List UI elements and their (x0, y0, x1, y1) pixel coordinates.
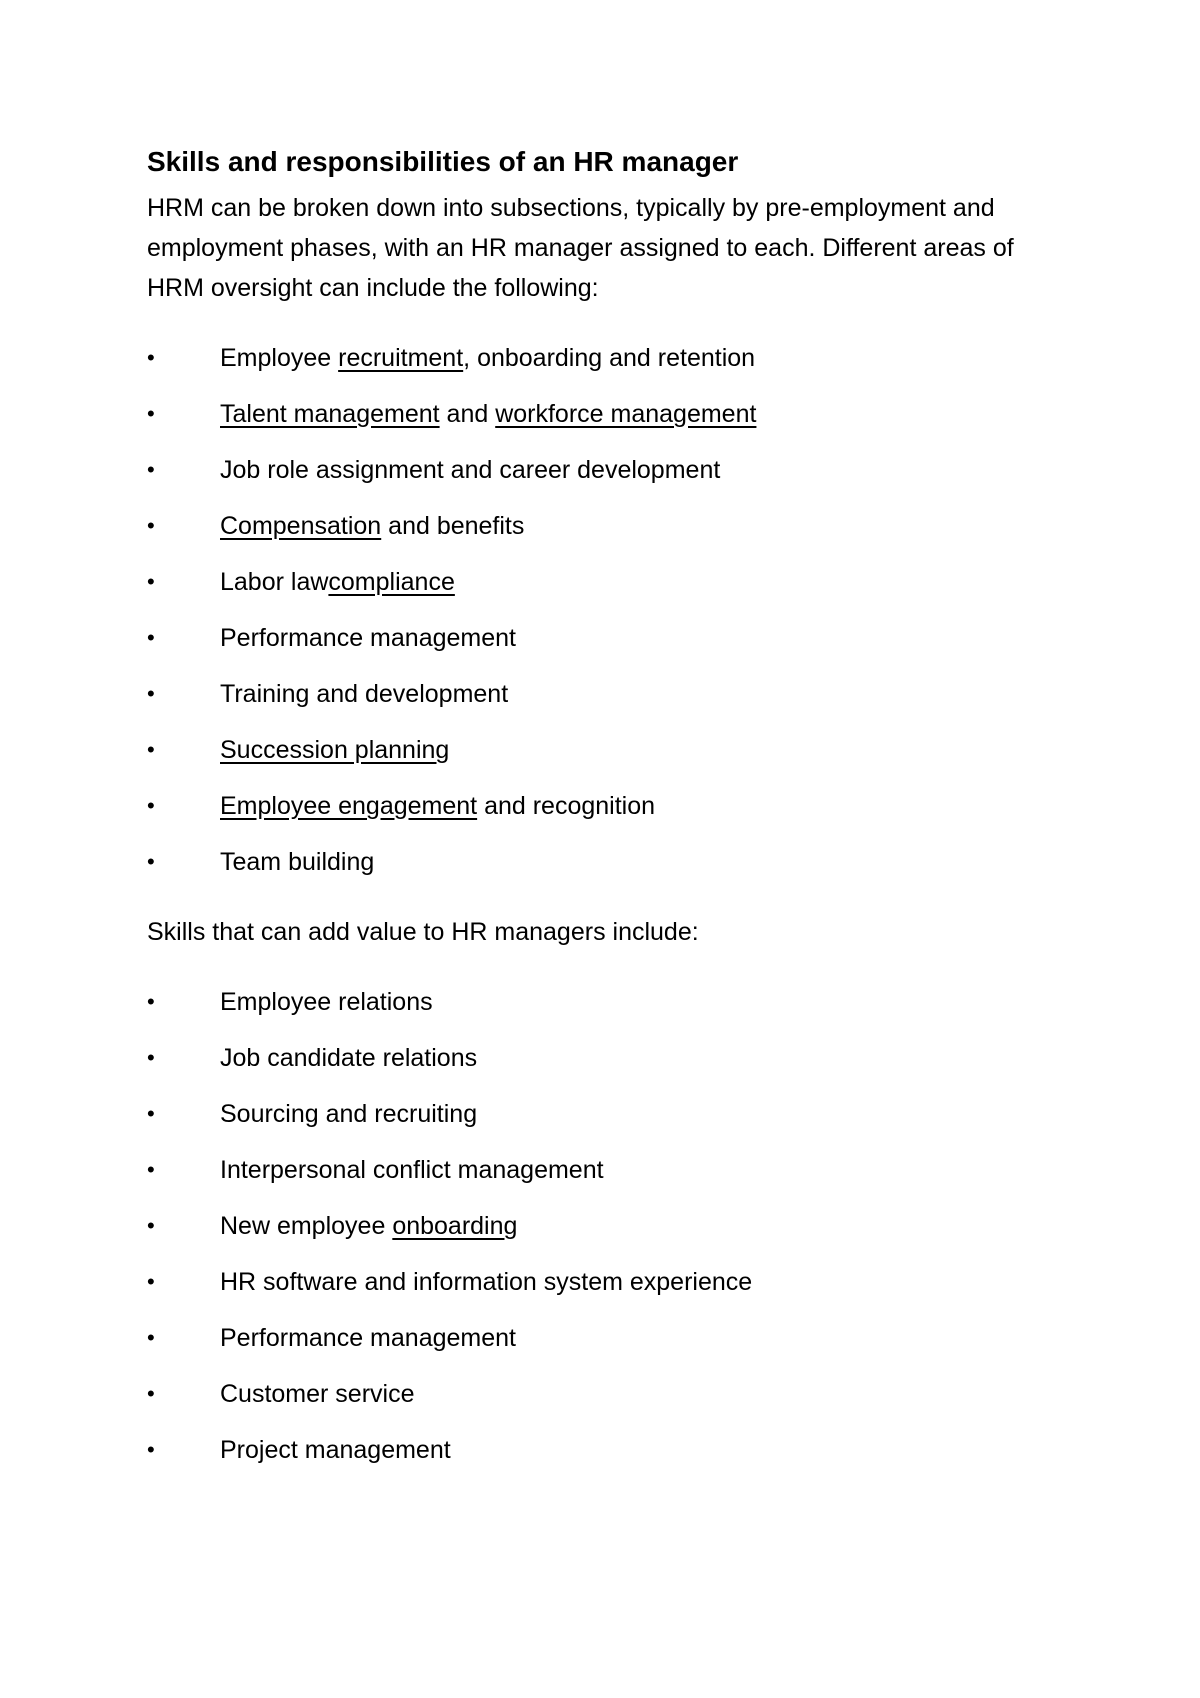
bullet-icon: • (147, 1213, 155, 1238)
inline-text: HR software and information system experience (220, 1268, 753, 1296)
inline-text: , onboarding and retention (463, 344, 756, 372)
list-item-text (220, 680, 508, 708)
inline-text: Job candidate relations (220, 1044, 478, 1072)
list-item-text (220, 344, 755, 372)
inline-text: and recognition (477, 792, 656, 820)
inline-text: Employee relations (220, 988, 433, 1016)
list-item-text (220, 848, 374, 876)
list-item (147, 1038, 1067, 1094)
list-item (147, 1206, 1067, 1262)
bullet-icon: • (147, 569, 155, 594)
bullet-icon: • (147, 1381, 155, 1406)
list-item (147, 842, 1067, 898)
list-item-text (220, 400, 756, 428)
inline-link[interactable]: compliance (328, 568, 455, 596)
inline-link[interactable]: recruitment (338, 344, 464, 372)
inline-link[interactable]: workforce management (495, 400, 757, 428)
list-item-text (220, 988, 433, 1016)
inline-text: Project management (220, 1436, 451, 1464)
inline-link[interactable]: Succession planning (220, 736, 450, 764)
list-item-text (220, 1212, 517, 1240)
inline-text: Employee (220, 344, 339, 372)
list-item (147, 786, 1067, 842)
inline-text: Team building (220, 848, 375, 876)
list-item (147, 982, 1067, 1038)
inline-text: Training and development (220, 680, 509, 708)
list-item-text (220, 1324, 516, 1352)
list-item (147, 338, 1067, 394)
inline-text: New employee (220, 1212, 393, 1240)
inline-text: Labor law (220, 568, 329, 596)
list-item (147, 1374, 1067, 1430)
list-item-text (220, 624, 516, 652)
list-item-text (220, 568, 455, 596)
list-item-text (220, 1044, 477, 1072)
list-item (147, 1262, 1067, 1318)
inline-text: Performance management (220, 624, 516, 652)
list-item-text (220, 512, 524, 540)
page-title: Skills and responsibilities of an HR manager (147, 146, 739, 177)
list-item (147, 562, 1067, 618)
bullet-icon: • (147, 513, 155, 538)
bullet-icon: • (147, 401, 155, 426)
bullet-icon: • (147, 345, 155, 370)
bullet-icon: • (147, 457, 155, 482)
list-item (147, 674, 1067, 730)
bullet-icon: • (147, 849, 155, 874)
list-item-text (220, 1156, 604, 1184)
inline-text: Performance management (220, 1324, 516, 1352)
inline-text: Job role assignment and career development (220, 456, 721, 484)
bullet-icon: • (147, 737, 155, 762)
list-item (147, 1150, 1067, 1206)
intro-paragraph: HRM can be broken down into subsections, typically by pre-employment and employment phases, with an HR manager assigned to each. Different areas of HRM oversight can include the following: (147, 194, 1014, 302)
inline-link[interactable]: onboarding (392, 1212, 518, 1240)
list-item (147, 1094, 1067, 1150)
bullet-icon: • (147, 1157, 155, 1182)
list-item-text (220, 1100, 477, 1128)
bullet-icon: • (147, 793, 155, 818)
bullet-icon: • (147, 1437, 155, 1462)
list-item (147, 1430, 1067, 1486)
list-item-text (220, 1436, 451, 1464)
bullet-icon: • (147, 681, 155, 706)
list-item-text (220, 1380, 415, 1408)
inline-text: and (439, 400, 496, 428)
skills-intro-paragraph: Skills that can add value to HR managers include: (147, 918, 699, 946)
inline-link[interactable]: Employee engagement (220, 792, 478, 820)
list-item-text (220, 736, 449, 764)
bullet-icon: • (147, 1101, 155, 1126)
inline-text: Customer service (220, 1380, 415, 1408)
inline-text: Sourcing and recruiting (220, 1100, 478, 1128)
bullet-icon: • (147, 1325, 155, 1350)
skills-list (147, 982, 1067, 1486)
bullet-icon: • (147, 625, 155, 650)
list-item (147, 730, 1067, 786)
list-item (147, 1318, 1067, 1374)
responsibilities-list (147, 338, 1067, 898)
list-item (147, 450, 1067, 506)
document-body (147, 142, 1067, 1486)
list-item-text (220, 792, 655, 820)
inline-text: and benefits (381, 512, 525, 540)
bullet-icon: • (147, 1045, 155, 1070)
inline-link[interactable]: Compensation (220, 512, 382, 540)
list-item (147, 506, 1067, 562)
inline-link[interactable]: Talent management (220, 400, 440, 428)
bullet-icon: • (147, 1269, 155, 1294)
inline-text: Interpersonal conflict management (220, 1156, 604, 1184)
list-item (147, 394, 1067, 450)
list-item-text (220, 1268, 752, 1296)
list-item-text (220, 456, 720, 484)
list-item (147, 618, 1067, 674)
bullet-icon: • (147, 989, 155, 1014)
